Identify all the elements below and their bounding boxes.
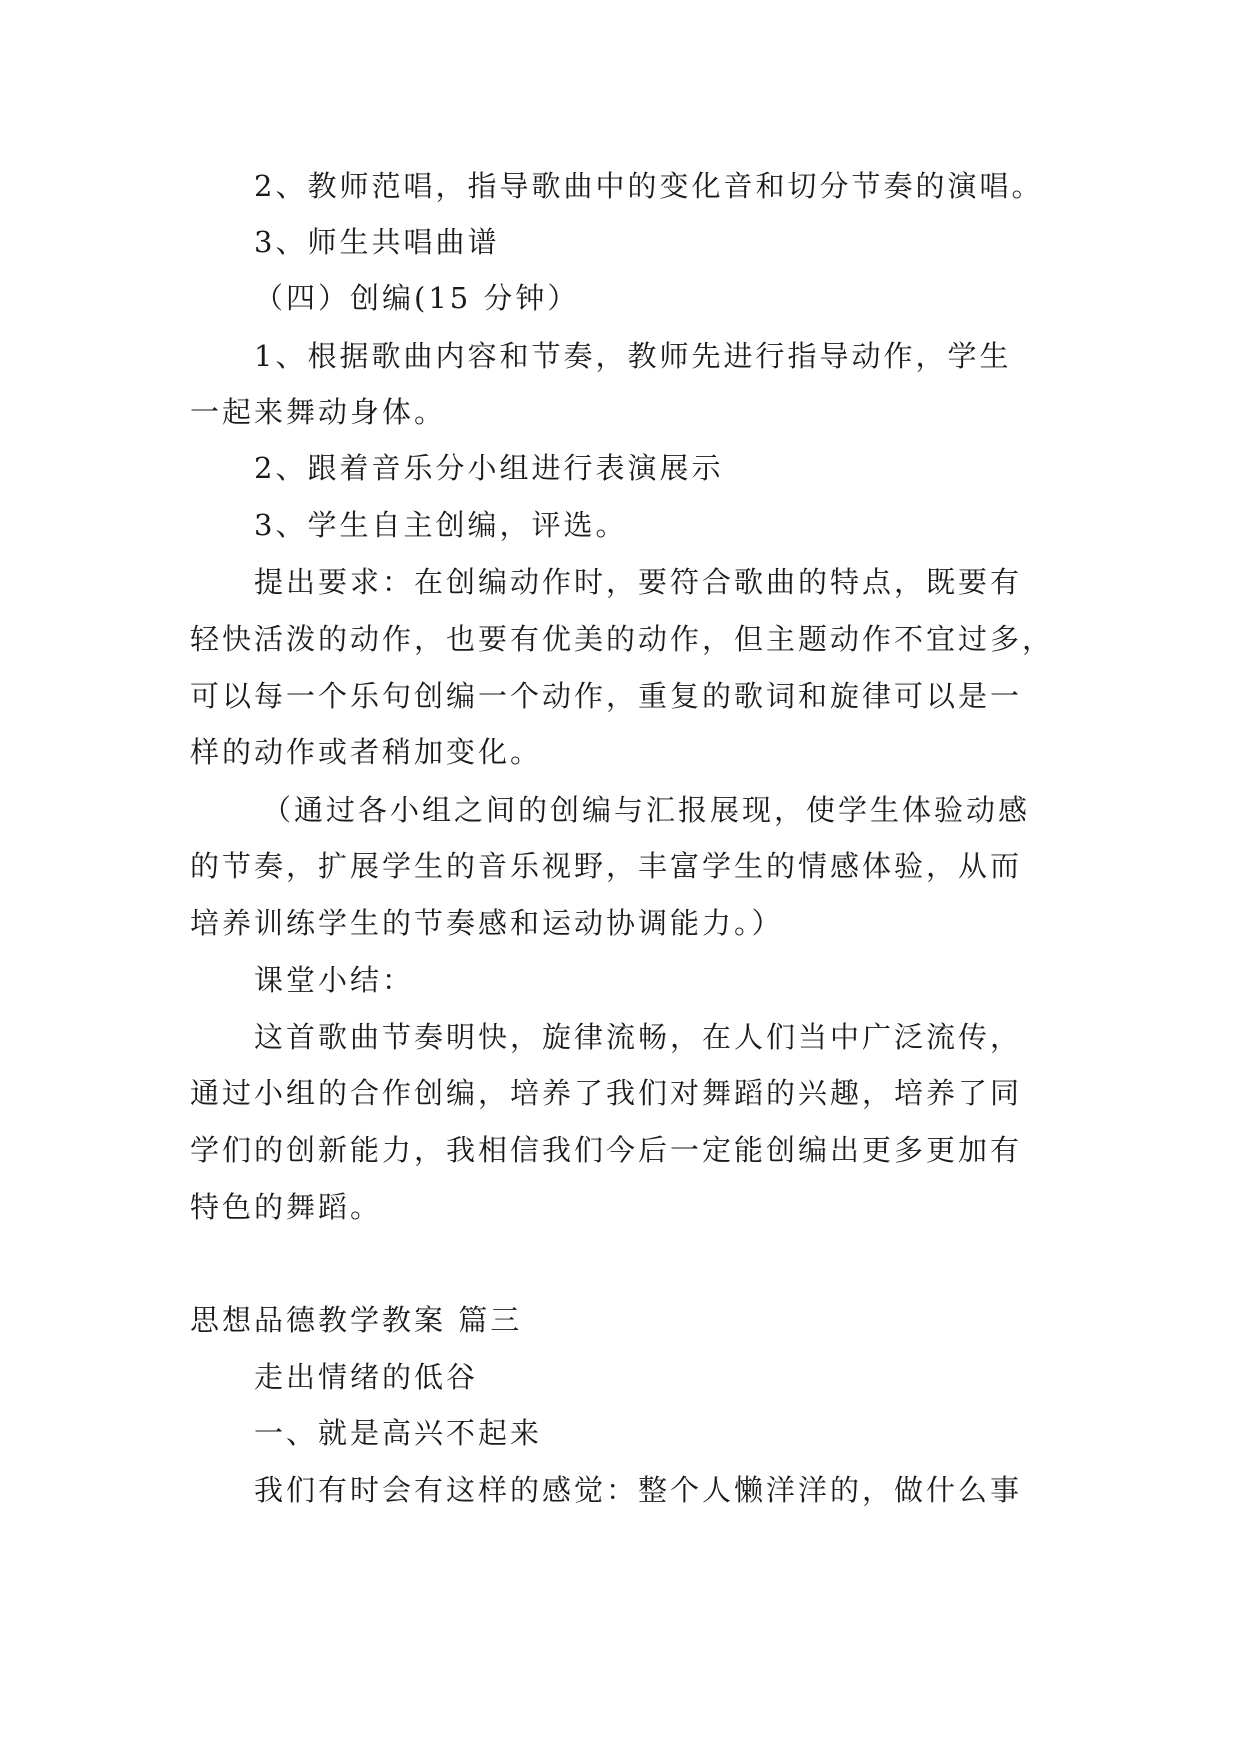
- text-line-14: 培养训练学生的节奏感和运动协调能力。）: [190, 906, 784, 940]
- text-line-9: 轻快活泼的动作，也要有优美的动作，但主题动作不宜过多，: [190, 622, 1055, 656]
- subtitle-emotion: 走出情绪的低谷: [254, 1360, 479, 1394]
- section-title-part-three: 思想品德教学教案 篇三: [190, 1303, 523, 1337]
- text-line-13: 的节奏，扩展学生的音乐视野，丰富学生的情感体验，从而: [190, 849, 1023, 883]
- text-line-19: 特色的舞蹈。: [190, 1190, 383, 1224]
- text-line-5: 一起来舞动身体。: [190, 395, 447, 429]
- text-line-7: 3、学生自主创编，评选。: [254, 508, 628, 542]
- text-line-11: 样的动作或者稍加变化。: [190, 735, 543, 769]
- text-line-10: 可以每一个乐句创编一个动作，重复的歌词和旋律可以是一: [190, 679, 1023, 713]
- text-line-2: 3、师生共唱曲谱: [254, 225, 500, 259]
- text-line-23: 我们有时会有这样的感觉：整个人懒洋洋的，做什么事: [254, 1473, 1023, 1507]
- text-line-1: 2、教师范唱，指导歌曲中的变化音和切分节奏的演唱。: [254, 169, 1044, 203]
- text-line-16: 这首歌曲节奏明快，旋律流畅，在人们当中广泛流传，: [254, 1020, 1023, 1054]
- text-line-12: （通过各小组之间的创编与汇报展现，使学生体验动感: [262, 793, 1031, 827]
- text-line-17: 通过小组的合作创编，培养了我们对舞蹈的兴趣，培养了同: [190, 1076, 1023, 1110]
- section-heading-create: （四）创编(15 分钟）: [254, 281, 580, 315]
- summary-heading: 课堂小结：: [254, 963, 415, 997]
- text-line-6: 2、跟着音乐分小组进行表演展示: [254, 451, 724, 485]
- text-line-4: 1、根据歌曲内容和节奏，教师先进行指导动作，学生: [254, 339, 1012, 373]
- text-line-18: 学们的创新能力，我相信我们今后一定能创编出更多更加有: [190, 1133, 1023, 1167]
- section-heading-one: 一、就是高兴不起来: [254, 1416, 543, 1450]
- text-line-8: 提出要求：在创编动作时，要符合歌曲的特点，既要有: [254, 565, 1023, 599]
